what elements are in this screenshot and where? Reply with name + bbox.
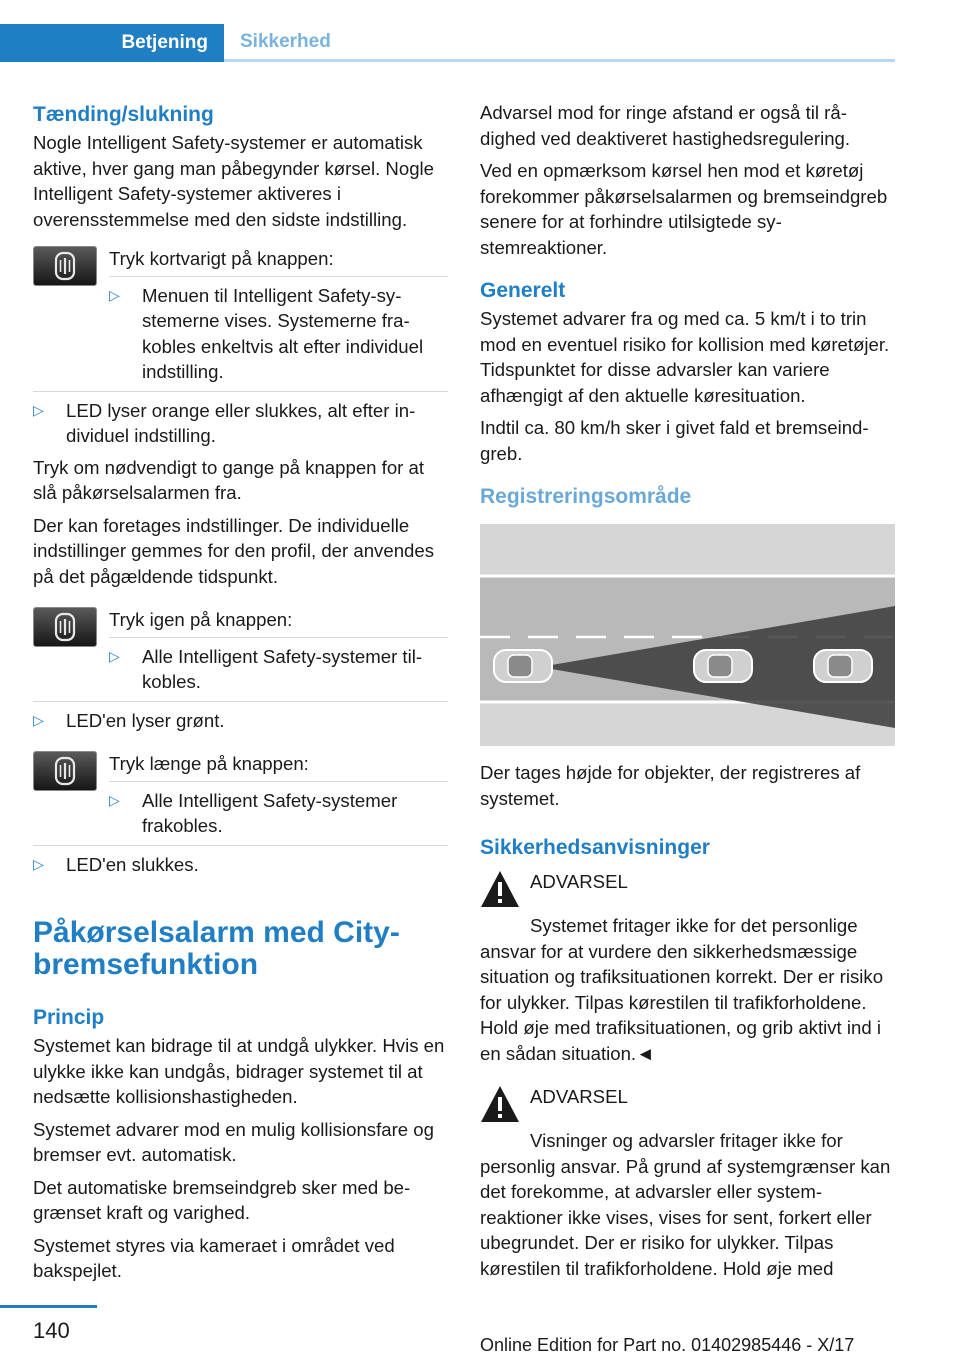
list-item — [109, 283, 448, 385]
paragraph: Nogle Intelligent Safety-systemer er automatisk aktive, hver gang man påbegynder kørsel. Nogle Intelligent Safety-systemer aktiveres i overensstemmelse med den sidste indstilling. — [33, 132, 435, 230]
paragraph: Indtil ca. 80 km/h sker i givet fald et bremseindgreb. — [480, 417, 869, 464]
triangle-bullet-icon: ▷ — [109, 286, 120, 303]
divider — [109, 276, 448, 277]
list-item — [109, 644, 448, 695]
footer-accent-line — [0, 1305, 97, 1308]
triangle-bullet-icon: ▷ — [109, 791, 120, 808]
triangle-bullet-icon: ▷ — [33, 855, 44, 872]
paragraph: Tryk om nødvendigt to gange på knappen for at slå påkørselsalarmen fra. — [33, 456, 425, 503]
page-number: 140 — [33, 1318, 70, 1343]
warning-triangle-icon — [480, 1084, 520, 1124]
paragraph: Der kan foretages indstillinger. De individuelle indstillinger gemmes for den profil, der anvendes på det pågældende tidspunkt. — [33, 514, 435, 587]
paragraph: Systemet kan bidrage til at undgå ulykker. Hvis en ulykke ikke kan undgås, bidrager systemet til at nedsætte kollisionshastigheden. — [33, 1035, 445, 1107]
paragraph: Advarsel mod for ringe afstand er også til rådighed ved deaktiveret hastighedsregulering. — [480, 102, 851, 149]
step-intro: Tryk længe på knappen: — [109, 753, 309, 774]
list-item — [33, 708, 448, 734]
step-intro: Tryk kortvarigt på knappen: — [109, 248, 334, 269]
list-item-text: LED lyser orange eller slukkes, alt efter individuel indstilling. — [66, 399, 416, 446]
vehicle-far-ahead-icon — [814, 650, 872, 682]
paragraph: Ved en opmærksom kørsel hen mod et køretøj forekommer påkørselsalarmen og bremseindgreb senere for at forhindre utilsigtede systemreaktioner. — [480, 160, 888, 258]
vehicle-ahead-icon — [694, 650, 752, 682]
paragraph: Det automatiske bremseindgreb sker med begrænset kraft og varighed. — [33, 1176, 411, 1223]
safety-button-symbol-icon — [52, 251, 78, 281]
warning-block-1 — [480, 869, 895, 909]
paragraph: Systemet styres via kameraet i området ved bakspejlet. — [33, 1234, 395, 1281]
illustration-caption: Der tages højde for objekter, der registreres af systemet. — [480, 762, 861, 809]
warning-text: Visninger og advarsler fritager ikke for personlig ansvar. På grund af systemgrænser kan det forekomme, at advarsler eller systemreaktioner ikke vises, vises for sent, forkert eller ubegrundet. Der er risiko for ulykker. Tilpas kørestilen til trafikforholdene. Hold øje med — [480, 1130, 891, 1279]
safety-button-symbol-icon — [52, 756, 78, 786]
list-item-text: Alle Intelligent Safety-systemer tilkobles. — [142, 645, 423, 692]
warning-block-2 — [480, 1084, 895, 1124]
list-item — [33, 398, 448, 449]
safety-button-symbol-icon — [52, 612, 78, 642]
intelligent-safety-button-icon — [33, 607, 97, 647]
warning-title: ADVARSEL — [530, 1086, 628, 1107]
list-item-text: LED'en lyser grønt. — [66, 709, 225, 731]
triangle-bullet-icon: ▷ — [33, 711, 44, 728]
header-tabs — [0, 24, 895, 62]
heading-sikkerhedsanvisninger: Sikkerhedsanvisninger — [480, 836, 710, 859]
list-item — [33, 852, 448, 878]
step-intro: Tryk igen på knappen: — [109, 609, 293, 630]
warning-title: ADVARSEL — [530, 871, 628, 892]
tab-sikkerhed[interactable]: Sikkerhed — [224, 24, 895, 62]
list-item-text: Menuen til Intelligent Safety-systemerne vises. Systemerne frakobles enkeltvis alt efter individuel indstilling. — [142, 284, 424, 382]
list-item-text: Alle Intelligent Safety-systemer frakobles. — [142, 789, 398, 836]
list-item — [109, 788, 448, 839]
detection-range-illustration — [480, 524, 895, 746]
button-step-2 — [33, 607, 448, 701]
triangle-bullet-icon: ▷ — [109, 647, 120, 664]
section-title: Påkørselsalarm med Citybremsefunktion — [33, 916, 400, 981]
tab-betjening[interactable]: Betjening — [0, 24, 224, 62]
paragraph: Systemet advarer mod en mulig kollisionsfare og bremser evt. automatisk. — [33, 1118, 434, 1165]
list-item-text: LED'en slukkes. — [66, 853, 199, 875]
detection-range-graphic — [480, 524, 895, 746]
edition-footer: Online Edition for Part no. 01402985446 - X/17 — [480, 1335, 855, 1355]
warning-triangle-icon — [480, 869, 520, 909]
intelligent-safety-button-icon — [33, 246, 97, 286]
right-column — [480, 100, 895, 1288]
heading-registreringsomraade: Registreringsområde — [480, 485, 692, 508]
intelligent-safety-button-icon — [33, 751, 97, 791]
divider — [33, 845, 448, 846]
paragraph: Systemet advarer fra og med ca. 5 km/t i to trin mod en eventuel risiko for kollision med køretøjer. Tidspunktet for disse advarsler kan variere afhængigt af den aktuelle køresituation. — [480, 308, 890, 406]
divider — [109, 781, 448, 782]
button-step-1 — [33, 246, 448, 391]
heading-generelt: Generelt — [480, 279, 566, 302]
divider — [109, 637, 448, 638]
divider — [33, 701, 448, 702]
own-vehicle-icon — [494, 650, 552, 682]
button-step-3 — [33, 751, 448, 845]
heading-princip: Princip — [33, 1006, 105, 1029]
heading-taending-slukning: Tænding/slukning — [33, 103, 214, 126]
divider — [33, 391, 448, 392]
warning-text: Systemet fritager ikke for det personlige ansvar for at vurdere den sikkerhedsmæssige situation og trafiksituationen korrekt. Der er risiko for ulykker. Tilpas kørestilen til trafikforholdene. Hold øje med trafiksituationen, og grib aktivt ind i en sådan situation.◄ — [480, 915, 884, 1064]
triangle-bullet-icon: ▷ — [33, 401, 44, 418]
left-column — [33, 100, 448, 1291]
